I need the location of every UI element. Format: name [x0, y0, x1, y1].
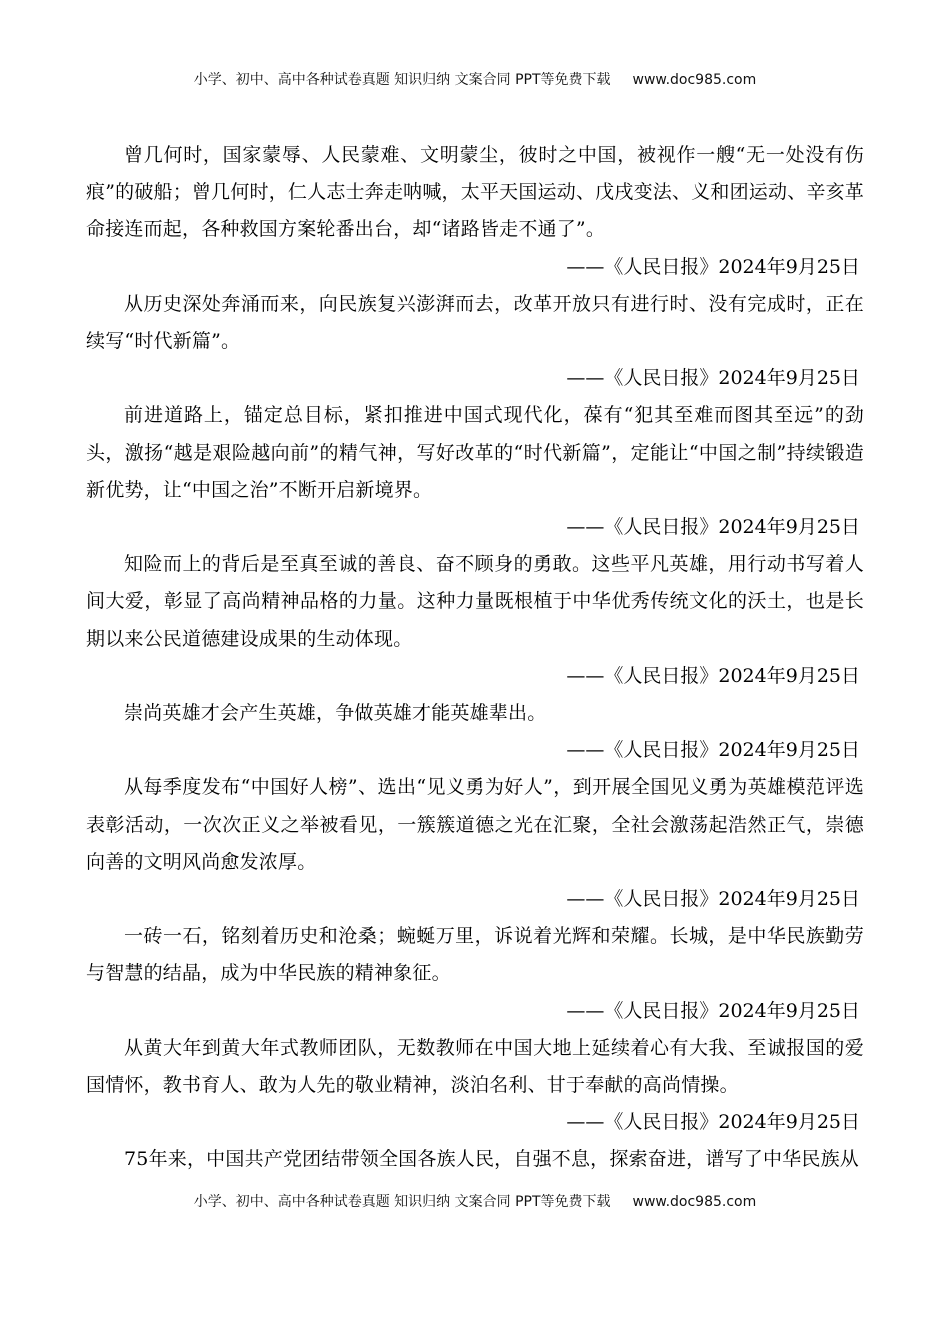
source-5: ——《人民日报》2024年9月25日 — [566, 739, 860, 762]
source-8: ——《人民日报》2024年9月25日 — [566, 1111, 860, 1134]
paragraph-1: 曾几何时，国家蒙辱、人民蒙难、文明蒙尘，彼时之中国，被视作一艘“无一处没有伤痕”的破船；曾几何时，仁人志士奔走呐喊，太平天国运动、戊戌变法、义和团运动、辛亥革命接连而起，各种救国方案轮番出台，却“诸路皆走不通了”。 — [86, 144, 864, 241]
footer-url[interactable]: www.doc985.com — [632, 1194, 757, 1210]
paragraph-8: 从黄大年到黄大年式教师团队，无数教师在中国大地上延续着心有大我、至诚报国的爱国情怀，教书育人、敢为人先的敬业精神，淡泊名利、甘于奉献的高尚情操。 — [86, 1036, 864, 1097]
footer-text: 小学、初中、高中各种试卷真题 知识归纳 文案合同 PPT等免费下载 — [193, 1194, 611, 1210]
paragraph-7: 一砖一石，铭刻着历史和沧桑；蜿蜒万里，诉说着光辉和荣耀。长城，是中华民族勤劳与智慧的结晶，成为中华民族的精神象征。 — [86, 925, 864, 985]
paragraph-6: 从每季度发布“中国好人榜”、选出“见义勇为好人”，到开展全国见义勇为英雄模范评选表彰活动，一次次正义之举被看见，一簇簇道德之光在汇聚，全社会激荡起浩然正气，崇德向善的文明风尚愈发浓厚。 — [86, 776, 864, 873]
header-url[interactable]: www.doc985.com — [632, 72, 757, 88]
source-7: ——《人民日报》2024年9月25日 — [566, 999, 860, 1022]
paragraph-5: 崇尚英雄才会产生英雄，争做英雄才能英雄辈出。 — [124, 702, 547, 725]
paragraph-2: 从历史深处奔涌而来，向民族复兴澎湃而去，改革开放只有进行时、没有完成时，正在续写“时代新篇”。 — [86, 292, 864, 353]
source-2: ——《人民日报》2024年9月25日 — [566, 367, 860, 390]
source-3: ——《人民日报》2024年9月25日 — [566, 516, 860, 539]
source-6: ——《人民日报》2024年9月25日 — [566, 888, 860, 911]
page-header — [0, 69, 950, 89]
source-1: ——《人民日报》2024年9月25日 — [566, 255, 860, 278]
page-footer — [0, 1191, 950, 1211]
paragraph-4: 知险而上的背后是至真至诚的善良、奋不顾身的勇敢。这些平凡英雄，用行动书写着人间大爱，彰显了高尚精神品格的力量。这种力量既根植于中华优秀传统文化的沃土，也是长期以来公民道德建设成果的生动体现。 — [86, 553, 864, 650]
paragraph-9-partial: 75年来，中国共产党团结带领全国各族人民，自强不息，探索奋进，谱写了中华民族从 — [124, 1148, 859, 1171]
header-text: 小学、初中、高中各种试卷真题 知识归纳 文案合同 PPT等免费下载 — [193, 72, 611, 88]
paragraph-3: 前进道路上，锚定总目标，紧扣推进中国式现代化，葆有“犯其至难而图其至远”的劲头，激扬“越是艰险越向前”的精气神，写好改革的“时代新篇”，定能让“中国之制”持续锻造新优势，让“中国之治”不断开启新境界。 — [86, 404, 864, 501]
source-4: ——《人民日报》2024年9月25日 — [566, 664, 860, 687]
article-body — [86, 137, 864, 1179]
